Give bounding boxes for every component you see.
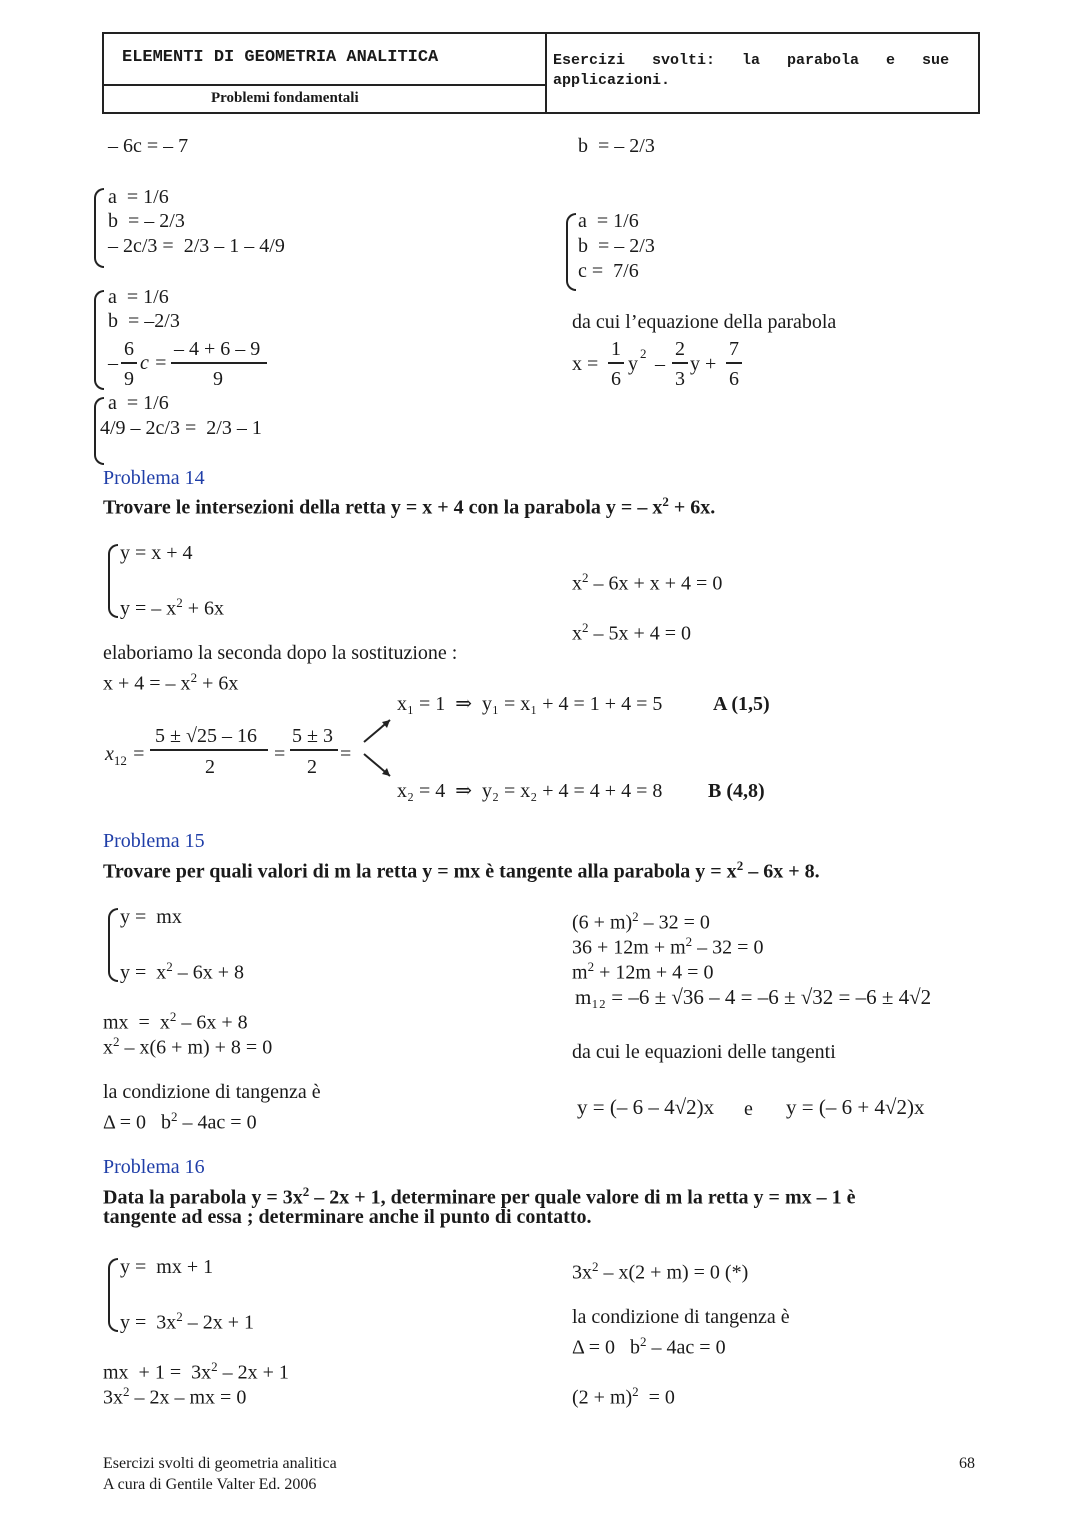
p14-eq1: = [274, 743, 286, 765]
system-brace [566, 213, 576, 291]
p14-r1 [572, 566, 722, 596]
p15-sys2-b: – 6x + 8 [172, 961, 245, 984]
p16-delta-sup: 2 [640, 1334, 647, 1349]
p15-l1-b: – 6x + 8 [176, 1011, 248, 1034]
fraction-bar [672, 362, 688, 364]
p16-delta-b: – 4ac = 0 [646, 1336, 726, 1359]
p14-r2 [572, 616, 691, 646]
p15-e: e [744, 1098, 753, 1120]
p16-sys2-sup: 2 [176, 1309, 183, 1324]
equation-intro: da cui l’equazione della parabola [572, 311, 837, 333]
p14-sys2-a: y = – x [120, 597, 177, 620]
page-number: 68 [959, 1455, 975, 1472]
p14-sys2-b: + 6x [182, 597, 225, 620]
p15-r1-sup: 2 [632, 909, 639, 924]
branch-arrows-icon [360, 712, 396, 782]
sys3-line2: b = –2/3 [108, 310, 180, 332]
eq-y: y + [690, 353, 717, 375]
header-right-title-1: Esercizi svolti: la parabola e sue [553, 52, 950, 69]
p15-t1: y = (– 6 – 4√2)x [577, 1095, 715, 1119]
p15-l2-b: – x(6 + m) + 8 = 0 [119, 1036, 273, 1059]
p14-x12: $x_{12}$ = [105, 743, 146, 768]
p14-frac2-num: 5 ± 3 [292, 725, 333, 747]
p14-r1-sup: 2 [582, 570, 589, 585]
p14-sys2-sup: 2 [176, 595, 183, 610]
p16-l1-b: – 2x + 1 [217, 1361, 289, 1384]
sys2-line2: b = – 2/3 [578, 235, 655, 257]
p16-l1-a: mx + 1 = 3x [103, 1361, 212, 1384]
sys1-line3: – 2c/3 = 2/3 – 1 – 4/9 [108, 235, 285, 257]
p15-statement-text: Trovare per quali valori di m la retta y = mx è tangente alla parabola y = x [103, 860, 737, 883]
p14-elab: elaboriamo la seconda dopo la sostituzione : [103, 642, 458, 664]
p16-sys2 [120, 1305, 254, 1335]
p14-statement-end: + 6x. [668, 496, 716, 519]
p15-r2-a: 36 + 12m + m [572, 936, 686, 959]
p16-statement-1a: Data la parabola y = 3x [103, 1186, 303, 1209]
p14-point-b: B (4,8) [708, 780, 765, 802]
p15-sup: 2 [736, 858, 744, 873]
p15-r3-b: + 12m + 4 = 0 [594, 961, 714, 984]
p14-frac1-num: 5 ± √25 – 16 [155, 725, 257, 747]
header-left-subtitle: Problemi fondamentali [211, 90, 359, 106]
p14-elab2-b: + 6x [197, 672, 239, 695]
system-brace [108, 544, 118, 618]
p15-r2-b: – 32 = 0 [692, 936, 764, 959]
sys3-c: c = [140, 352, 168, 374]
system-brace [108, 1258, 118, 1332]
fraction-bar [290, 749, 338, 751]
p16-r1-sup: 2 [592, 1259, 599, 1274]
p14-elab2 [103, 666, 238, 696]
system-brace [108, 908, 118, 982]
p14-sol1: x₁ = 1 ⇒ y₁ = x₁ + 4 = 1 + 4 = 5 [397, 693, 663, 715]
p16-delta [572, 1330, 726, 1360]
sys3-den1: 9 [124, 368, 134, 390]
p16-title: Problema 16 [103, 1156, 205, 1178]
p15-r3-sup: 2 [587, 959, 595, 974]
sys2-line3: c = 7/6 [578, 260, 639, 282]
p16-l2 [103, 1380, 246, 1410]
p15-delta-sup: 2 [171, 1109, 178, 1124]
sys3-line1: a = 1/6 [108, 286, 169, 308]
header-divider-vertical [545, 32, 547, 112]
p14-x12-sub: 12 [113, 753, 127, 768]
p15-statement [103, 854, 820, 884]
eq-d1: 6 [611, 368, 621, 390]
p14-x12-x: x [105, 743, 114, 765]
p14-eq2: = [340, 743, 352, 765]
eq-b: b = – 2/3 [578, 135, 655, 157]
p16-l1-sup: 2 [211, 1359, 218, 1374]
eq-minus: – [655, 353, 665, 375]
p14-r2-x: x [572, 622, 582, 645]
p14-r1-x: x [572, 572, 582, 595]
fraction-bar [726, 362, 742, 364]
system-brace [94, 290, 104, 390]
p15-r3 [572, 955, 713, 985]
sys3-num2: – 4 + 6 – 9 [174, 338, 261, 360]
p15-l2 [103, 1030, 272, 1060]
p14-r1-rest: – 6x + x + 4 = 0 [588, 572, 723, 595]
p14-elab2-sup: 2 [190, 670, 198, 685]
fraction-bar [171, 362, 267, 364]
p14-frac2-den: 2 [307, 756, 317, 778]
p15-r2-sup: 2 [685, 934, 693, 949]
p15-r1-b: – 32 = 0 [638, 911, 710, 934]
footer-line2: A cura di Gentile Valter Ed. 2006 [103, 1476, 317, 1493]
p15-statement-end: – 6x + 8. [743, 860, 820, 883]
p16-l2-b: – 2x – mx = 0 [129, 1386, 247, 1409]
p16-statement-2: tangente ad essa ; determinare anche il punto di contatto. [103, 1206, 592, 1228]
sys4-line2: 4/9 – 2c/3 = 2/3 – 1 [100, 417, 262, 439]
sys4-line1: a = 1/6 [108, 392, 169, 414]
sys3-num1: 6 [124, 338, 134, 360]
p15-t2: y = (– 6 + 4√2)x [786, 1095, 925, 1119]
p14-r2-sup: 2 [582, 620, 589, 635]
fraction-bar [121, 362, 137, 364]
p15-m12: m₁₂ = –6 ± √36 – 4 = –6 ± √32 = –6 ± 4√2 [575, 985, 932, 1009]
p16-l2-sup: 2 [123, 1384, 130, 1399]
header-right-title-2: applicazioni. [553, 72, 671, 89]
p15-l1-sup: 2 [169, 1009, 177, 1024]
sys3-den2: 9 [213, 368, 223, 390]
p16-sys1: y = mx + 1 [120, 1256, 214, 1278]
p16-r1-b: – x(2 + m) = 0 (*) [598, 1261, 749, 1284]
p16-r1 [572, 1255, 748, 1285]
p15-r3-a: m [572, 961, 588, 984]
p15-sys1: y = mx [120, 906, 182, 928]
fraction-bar [150, 749, 268, 751]
p16-r1-a: 3x [572, 1261, 592, 1284]
sys3-minus: – [108, 352, 118, 374]
p14-point-a: A (1,5) [713, 693, 770, 715]
eq-n3: 7 [729, 338, 739, 360]
p16-r3-a: (2 + m) [572, 1386, 633, 1409]
fraction-bar [608, 362, 624, 364]
p14-sup: 2 [662, 494, 669, 509]
eq-d2: 3 [675, 368, 685, 390]
p16-cond: la condizione di tangenza è [572, 1306, 790, 1328]
eq-x: x = [572, 353, 599, 375]
eq-n1: 1 [611, 338, 621, 360]
header-divider-horizontal [102, 84, 547, 86]
eq-6c: – 6c = – 7 [108, 135, 189, 157]
p16-sys2-b: – 2x + 1 [182, 1311, 255, 1334]
p14-sys2 [120, 591, 224, 621]
p15-delta [103, 1105, 257, 1135]
p15-r1-a: (6 + m) [572, 911, 633, 934]
p15-delta-b: – 4ac = 0 [177, 1111, 257, 1134]
p15-l2-a: x [103, 1036, 113, 1059]
p16-l2-a: 3x [103, 1386, 123, 1409]
p15-tangenti: da cui le equazioni delle tangenti [572, 1041, 836, 1063]
p16-r3-sup: 2 [632, 1384, 639, 1399]
p14-r2-rest: – 5x + 4 = 0 [588, 622, 692, 645]
p15-l2-sup: 2 [113, 1034, 120, 1049]
p14-statement [103, 490, 715, 520]
eq-n2: 2 [675, 338, 685, 360]
sys1-line1: a = 1/6 [108, 186, 169, 208]
p15-title: Problema 15 [103, 830, 205, 852]
eq-d3: 6 [729, 368, 739, 390]
sys1-line2: b = – 2/3 [108, 210, 185, 232]
p14-title: Problema 14 [103, 467, 205, 489]
p15-cond: la condizione di tangenza è [103, 1081, 321, 1103]
p14-sol2: x₂ = 4 ⇒ y₂ = x₂ + 4 = 4 + 4 = 8 [397, 780, 663, 802]
eq-y2: y [628, 353, 638, 375]
eq-sup: 2 [640, 346, 647, 361]
p15-sys2-sup: 2 [166, 959, 173, 974]
p16-sup: 2 [302, 1184, 310, 1199]
p15-delta-a: Δ = 0 b [103, 1111, 172, 1134]
p16-r3 [572, 1380, 675, 1410]
sys2-line1: a = 1/6 [578, 210, 639, 232]
p14-statement-text: Trovare le intersezioni della retta y = x + 4 con la parabola y = – x [103, 496, 663, 519]
system-brace [94, 188, 104, 268]
p15-sys2 [120, 955, 244, 985]
p14-elab2-a: x + 4 = – x [103, 672, 191, 695]
p15-l1-a: mx = x [103, 1011, 170, 1034]
p14-frac1-den: 2 [205, 756, 215, 778]
p16-sys2-a: y = 3x [120, 1311, 177, 1334]
p16-delta-a: Δ = 0 b [572, 1336, 641, 1359]
p15-sys2-a: y = x [120, 961, 167, 984]
p14-sys1: y = x + 4 [120, 542, 193, 564]
header-left-title: ELEMENTI DI GEOMETRIA ANALITICA [122, 48, 439, 67]
p16-statement-1b: – 2x + 1, determinare per quale valore di m la retta y = mx – 1 è [309, 1186, 856, 1209]
p16-r3-b: = 0 [638, 1386, 675, 1409]
footer-line1: Esercizi svolti di geometria analitica [103, 1455, 337, 1472]
